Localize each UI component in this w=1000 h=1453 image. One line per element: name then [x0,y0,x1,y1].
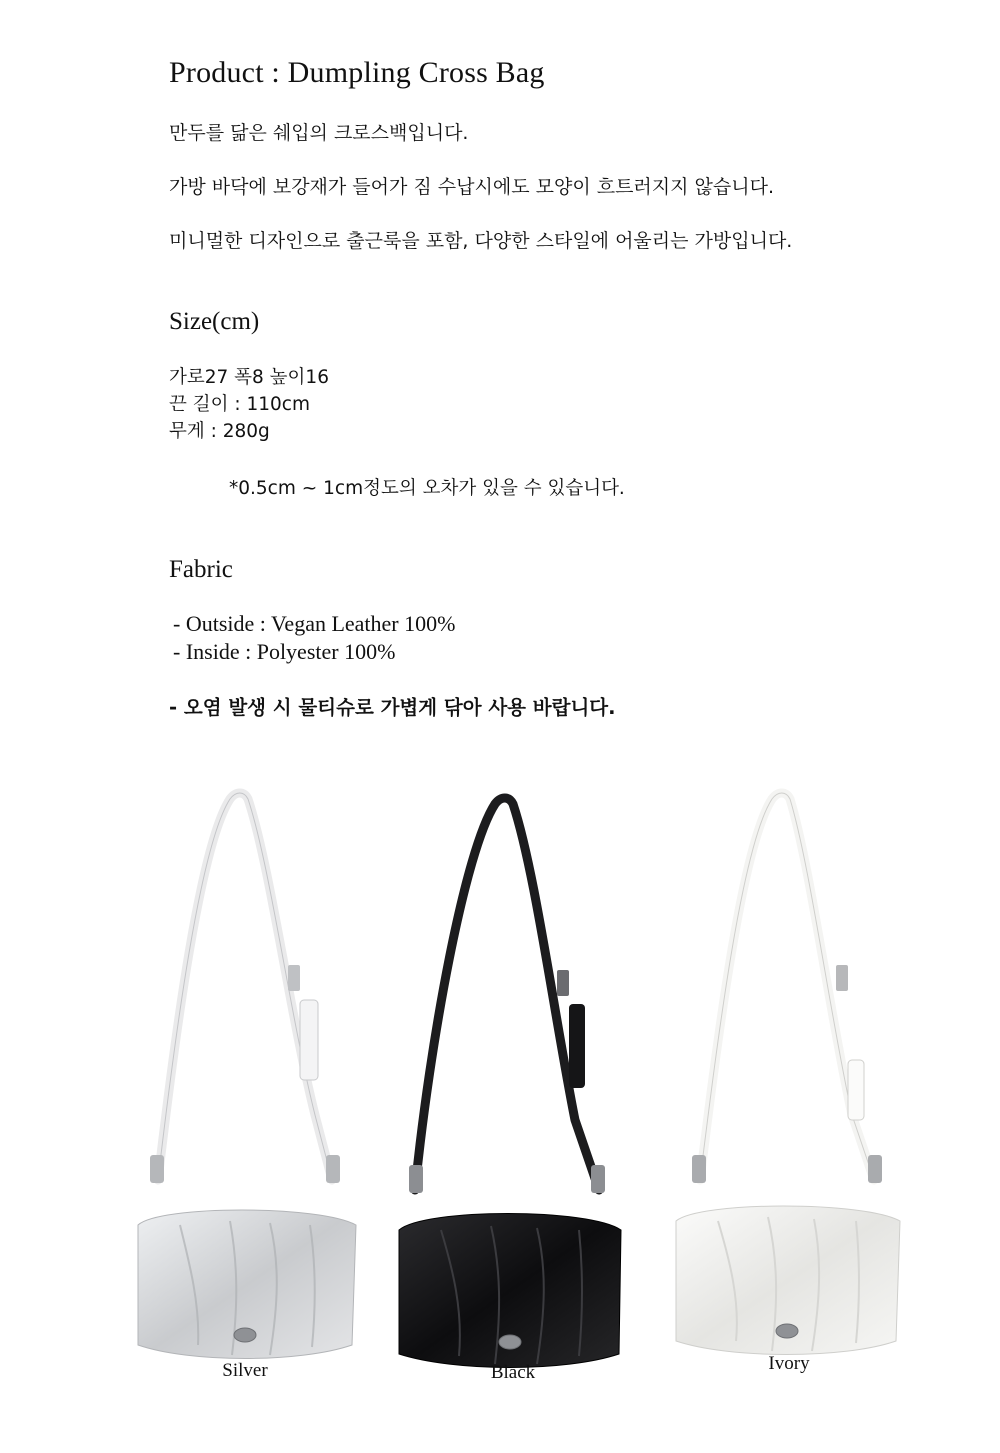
fabric-inside: - Inside : Polyester 100% [173,639,396,664]
care-instruction: - 오염 발생 시 물티슈로 가볍게 닦아 사용 바랍니다. [169,696,616,719]
fabric-heading: Fabric [169,556,233,583]
bag-silver [120,785,370,1385]
description-line-2: 가방 바닥에 보강재가 들어가 짐 수납시에도 모양이 흐트러지지 않습니다. [169,176,774,198]
bag-black [385,790,635,1390]
product-title: Product : Dumpling Cross Bag [169,56,545,89]
color-label-silver: Silver [222,1360,268,1381]
bag-black-illustration [385,790,635,1390]
fabric-outside: - Outside : Vegan Leather 100% [173,611,456,636]
size-dimensions: 가로27 폭8 높이16 [169,367,329,388]
size-strap-length: 끈 길이 : 110cm [169,394,310,415]
size-heading: Size(cm) [169,308,260,335]
bag-ivory [660,785,910,1385]
description-line-1: 만두를 닮은 쉐입의 크로스백입니다. [169,122,469,144]
color-label-ivory: Ivory [768,1353,810,1374]
size-tolerance-note: *0.5cm ~ 1cm정도의 오차가 있을 수 있습니다. [229,478,625,499]
description-line-3: 미니멀한 디자인으로 출근룩을 포함, 다양한 스타일에 어울리는 가방입니다. [169,230,793,252]
bag-silver-illustration [120,785,370,1385]
size-weight: 무게 : 280g [169,421,270,442]
bag-ivory-illustration [660,785,910,1385]
color-label-black: Black [490,1362,536,1383]
